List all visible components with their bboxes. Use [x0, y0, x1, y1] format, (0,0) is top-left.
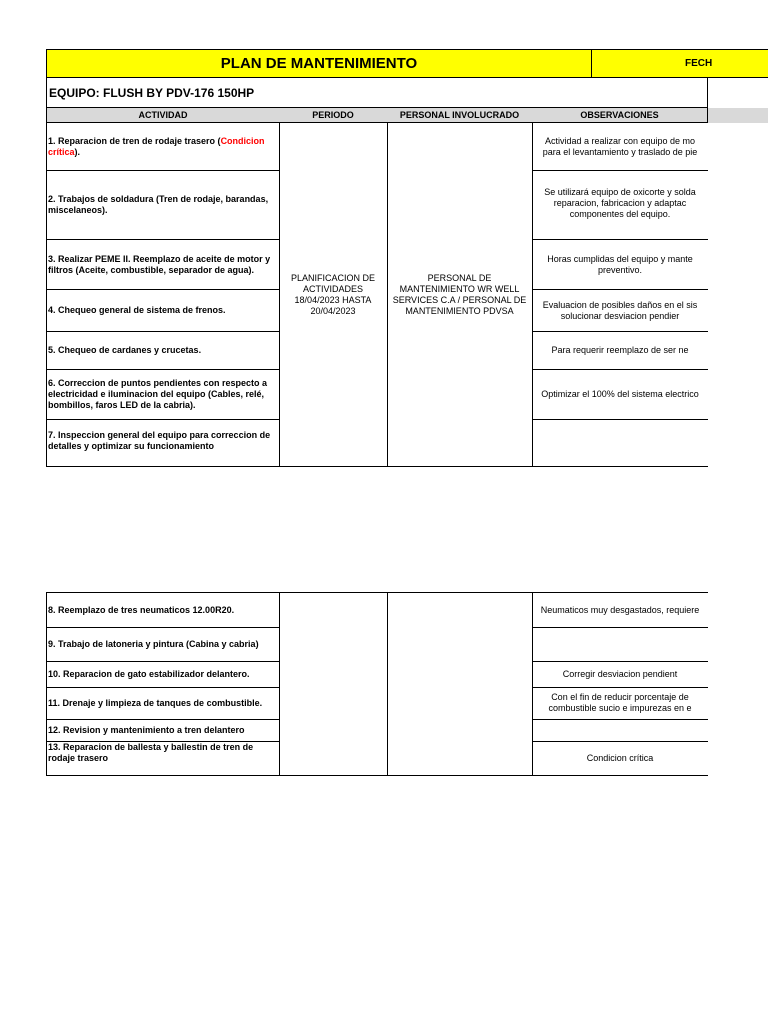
- table-row-1-actividad: 1. Reparacion de tren de rodaje trasero (Condicion crítica).: [46, 123, 280, 171]
- table-row-9-actividad: 9. Trabajo de latoneria y pintura (Cabina y cabria): [46, 627, 280, 662]
- table-row-9-observacion: [532, 627, 708, 662]
- column-header-personal: PERSONAL INVOLUCRADO: [387, 108, 533, 123]
- table-row-11-actividad: 11. Drenaje y limpieza de tanques de combustible.: [46, 687, 280, 720]
- personal-cell-2: [387, 592, 533, 776]
- column-header-observaciones: OBSERVACIONES: [532, 108, 708, 123]
- table-row-10-actividad: 10. Reparacion de gato estabilizador delantero.: [46, 661, 280, 688]
- table-row-1-observacion: Actividad a realizar con equipo de mo para el levantamiento y traslado de pie: [532, 123, 708, 171]
- personal-cell: PERSONAL DE MANTENIMIENTO WR WELL SERVICES C.A / PERSONAL DE MANTENIMIENTO PDVSA: [387, 123, 533, 467]
- table-row-4-actividad: 4. Chequeo general de sistema de frenos.: [46, 290, 280, 332]
- table-row-3-actividad: 3. Realizar PEME II. Reemplazo de aceite de motor y filtros (Aceite, combustible, separador de agua).: [46, 240, 280, 290]
- table-row-8-actividad: 8. Reemplazo de tres neumaticos 12.00R20.: [46, 592, 280, 628]
- periodo-cell-2: [279, 592, 388, 776]
- table-row-13-observacion: Condicion crítica: [532, 741, 708, 776]
- table-row-8-observacion: Neumaticos muy desgastados, requiere: [532, 592, 708, 628]
- table-row-2-observacion: Se utilizará equipo de oxicorte y solda reparacion, fabricacion y adaptac componentes del equipo.: [532, 171, 708, 240]
- table-row-7-observacion: [532, 420, 708, 467]
- equipo-label: EQUIPO: FLUSH BY PDV-176 150HP: [46, 78, 708, 108]
- page-title: PLAN DE MANTENIMIENTO: [46, 49, 592, 78]
- table-row-5-actividad: 5. Chequeo de cardanes y crucetas.: [46, 332, 280, 370]
- table-row-12-observacion: [532, 719, 708, 742]
- table-row-2-actividad: 2. Trabajos de soldadura (Tren de rodaje, barandas, miscelaneos).: [46, 171, 280, 240]
- header-gray-extension: [708, 108, 768, 123]
- column-header-actividad: ACTIVIDAD: [46, 108, 280, 123]
- table-row-12-actividad: 12. Revision y mantenimiento a tren delantero: [46, 719, 280, 742]
- table-row-5-observacion: Para requerir reemplazo de ser ne: [532, 332, 708, 370]
- column-header-periodo: PERIODO: [279, 108, 388, 123]
- table-row-7-actividad: 7. Inspeccion general del equipo para correccion de detalles y optimizar su funcionamiento: [46, 420, 280, 467]
- table-row-13-actividad: 13. Reparacion de ballesta y ballestin de tren de rodaje trasero: [46, 741, 280, 776]
- table-row-10-observacion: Corregir desviacion pendient: [532, 661, 708, 688]
- table-row-3-observacion: Horas cumplidas del equipo y mante preventivo.: [532, 240, 708, 290]
- table-row-6-observacion: Optimizar el 100% del sistema electrico: [532, 370, 708, 420]
- fecha-label: FECH: [591, 49, 768, 78]
- table-row-6-actividad: 6. Correccion de puntos pendientes con respecto a electricidad e iluminacion del equipo (Cables, relé, bombillos, faros LED de la cabria).: [46, 370, 280, 420]
- table-row-4-observacion: Evaluacion de posibles daños en el sis solucionar desviacion pendier: [532, 290, 708, 332]
- periodo-cell: PLANIFICACION DE ACTIVIDADES 18/04/2023 HASTA 20/04/2023: [279, 123, 388, 467]
- table-row-11-observacion: Con el fin de reducir porcentaje de combustible sucio e impurezas en e: [532, 687, 708, 720]
